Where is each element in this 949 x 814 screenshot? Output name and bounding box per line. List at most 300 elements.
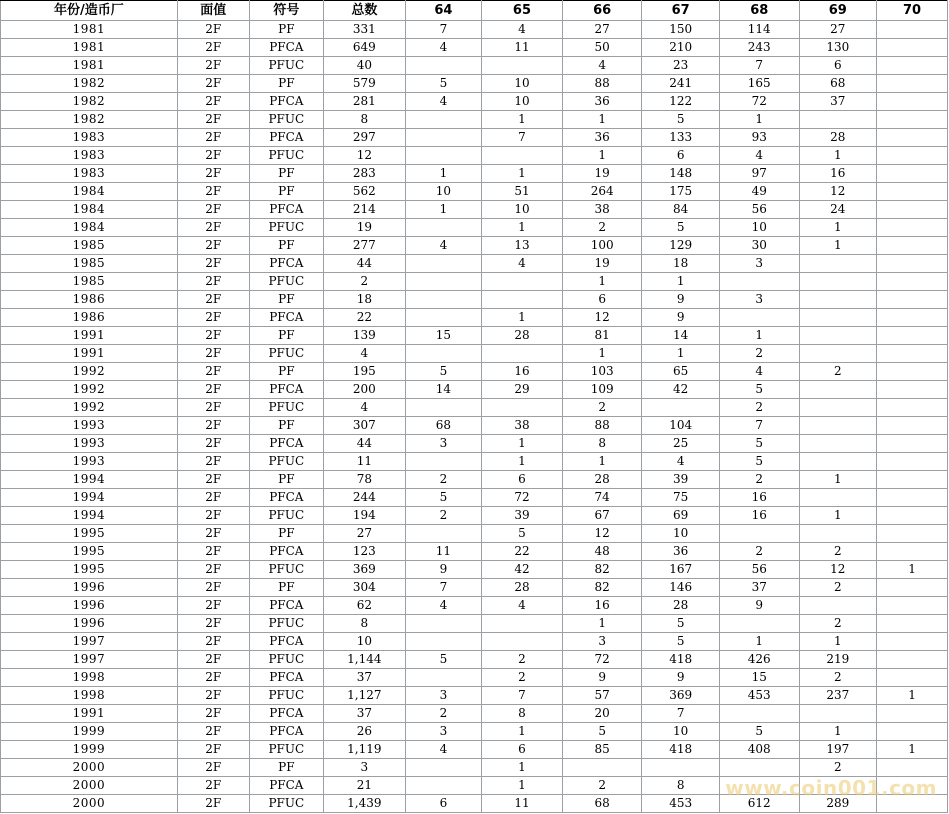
- cell-grade-69: [799, 489, 876, 507]
- cell-total: 214: [323, 201, 405, 219]
- cell-year: 1998: [1, 687, 178, 705]
- cell-denomination: 2F: [177, 453, 249, 471]
- cell-grade-68: 49: [719, 183, 799, 201]
- cell-grade-69: 2: [799, 615, 876, 633]
- cell-total: 307: [323, 417, 405, 435]
- cell-grade-64: [405, 633, 481, 651]
- table-row: [1, 705, 948, 723]
- cell-grade-68: 7: [719, 57, 799, 75]
- cell-grade-68: 5: [719, 435, 799, 453]
- cell-designation: PF: [249, 75, 323, 93]
- cell-grade-65: [482, 615, 563, 633]
- cell-grade-66: 16: [562, 597, 642, 615]
- cell-grade-64: 3: [405, 723, 481, 741]
- cell-grade-68: 3: [719, 291, 799, 309]
- cell-total: 22: [323, 309, 405, 327]
- cell-year: 1995: [1, 525, 178, 543]
- cell-total: 10: [323, 633, 405, 651]
- cell-grade-64: [405, 615, 481, 633]
- cell-year: 1995: [1, 561, 178, 579]
- cell-grade-64: [405, 759, 481, 777]
- cell-denomination: 2F: [177, 435, 249, 453]
- cell-grade-68: 1: [719, 633, 799, 651]
- cell-grade-69: [799, 381, 876, 399]
- cell-grade-66: 103: [562, 363, 642, 381]
- header-grade-68: 68: [719, 1, 799, 21]
- cell-grade-69: 37: [799, 93, 876, 111]
- cell-grade-68: 5: [719, 723, 799, 741]
- cell-grade-65: 11: [482, 39, 563, 57]
- cell-total: 277: [323, 237, 405, 255]
- cell-designation: PFUC: [249, 561, 323, 579]
- cell-grade-67: 9: [642, 291, 719, 309]
- cell-grade-68: 2: [719, 399, 799, 417]
- cell-grade-64: 4: [405, 741, 481, 759]
- cell-grade-70: [877, 219, 948, 237]
- cell-total: 3: [323, 759, 405, 777]
- cell-grade-64: [405, 309, 481, 327]
- cell-grade-66: 81: [562, 327, 642, 345]
- table-row: [1, 507, 948, 525]
- cell-grade-67: 75: [642, 489, 719, 507]
- cell-grade-70: [877, 291, 948, 309]
- cell-grade-68: 9: [719, 597, 799, 615]
- cell-grade-68: 408: [719, 741, 799, 759]
- cell-denomination: 2F: [177, 237, 249, 255]
- cell-designation: PF: [249, 183, 323, 201]
- cell-grade-65: 1: [482, 453, 563, 471]
- cell-year: 1991: [1, 345, 178, 363]
- cell-grade-66: 1: [562, 345, 642, 363]
- cell-grade-67: 418: [642, 741, 719, 759]
- cell-total: 18: [323, 291, 405, 309]
- cell-grade-65: 72: [482, 489, 563, 507]
- header-grade-69: 69: [799, 1, 876, 21]
- cell-grade-66: 36: [562, 93, 642, 111]
- table-row: [1, 741, 948, 759]
- cell-total: 304: [323, 579, 405, 597]
- cell-grade-68: 93: [719, 129, 799, 147]
- cell-year: 1997: [1, 633, 178, 651]
- header-denomination: 面值: [177, 1, 249, 21]
- cell-grade-69: [799, 525, 876, 543]
- cell-year: 1984: [1, 219, 178, 237]
- cell-grade-65: 7: [482, 129, 563, 147]
- cell-year: 1984: [1, 183, 178, 201]
- cell-grade-64: 4: [405, 237, 481, 255]
- cell-grade-66: 68: [562, 795, 642, 813]
- cell-grade-68: 16: [719, 507, 799, 525]
- cell-designation: PFCA: [249, 201, 323, 219]
- cell-grade-68: 243: [719, 39, 799, 57]
- cell-denomination: 2F: [177, 651, 249, 669]
- cell-year: 1994: [1, 507, 178, 525]
- cell-year: 1986: [1, 291, 178, 309]
- cell-grade-70: [877, 777, 948, 795]
- cell-grade-64: [405, 291, 481, 309]
- cell-denomination: 2F: [177, 165, 249, 183]
- cell-total: 194: [323, 507, 405, 525]
- cell-grade-66: 100: [562, 237, 642, 255]
- cell-grade-70: [877, 93, 948, 111]
- cell-grade-65: 10: [482, 93, 563, 111]
- cell-denomination: 2F: [177, 129, 249, 147]
- cell-year: 1991: [1, 327, 178, 345]
- cell-grade-68: 56: [719, 561, 799, 579]
- cell-total: 37: [323, 669, 405, 687]
- cell-denomination: 2F: [177, 57, 249, 75]
- cell-denomination: 2F: [177, 21, 249, 39]
- cell-denomination: 2F: [177, 777, 249, 795]
- cell-grade-68: [719, 705, 799, 723]
- cell-grade-65: [482, 147, 563, 165]
- cell-grade-69: 2: [799, 543, 876, 561]
- cell-grade-69: 2: [799, 759, 876, 777]
- cell-denomination: 2F: [177, 579, 249, 597]
- cell-grade-66: 74: [562, 489, 642, 507]
- cell-denomination: 2F: [177, 561, 249, 579]
- cell-grade-68: [719, 525, 799, 543]
- cell-designation: PF: [249, 237, 323, 255]
- cell-total: 1,119: [323, 741, 405, 759]
- cell-designation: PFCA: [249, 309, 323, 327]
- cell-grade-64: [405, 147, 481, 165]
- cell-grade-67: 369: [642, 687, 719, 705]
- cell-denomination: 2F: [177, 507, 249, 525]
- cell-grade-70: [877, 237, 948, 255]
- cell-grade-69: [799, 417, 876, 435]
- cell-denomination: 2F: [177, 75, 249, 93]
- cell-grade-64: 5: [405, 651, 481, 669]
- cell-grade-67: 418: [642, 651, 719, 669]
- cell-grade-68: 4: [719, 363, 799, 381]
- cell-grade-68: 56: [719, 201, 799, 219]
- cell-grade-67: 84: [642, 201, 719, 219]
- cell-grade-65: 22: [482, 543, 563, 561]
- cell-designation: PFUC: [249, 111, 323, 129]
- cell-denomination: 2F: [177, 633, 249, 651]
- cell-total: 40: [323, 57, 405, 75]
- cell-grade-67: 25: [642, 435, 719, 453]
- cell-grade-67: 453: [642, 795, 719, 813]
- cell-denomination: 2F: [177, 183, 249, 201]
- cell-grade-68: 10: [719, 219, 799, 237]
- cell-grade-65: 28: [482, 579, 563, 597]
- cell-grade-65: 51: [482, 183, 563, 201]
- table-row: [1, 615, 948, 633]
- cell-grade-70: 1: [877, 741, 948, 759]
- table-row: [1, 255, 948, 273]
- cell-grade-65: 2: [482, 669, 563, 687]
- cell-grade-67: 69: [642, 507, 719, 525]
- cell-total: 649: [323, 39, 405, 57]
- cell-grade-64: 10: [405, 183, 481, 201]
- cell-denomination: 2F: [177, 291, 249, 309]
- table-row: [1, 39, 948, 57]
- cell-grade-67: 5: [642, 615, 719, 633]
- cell-grade-64: [405, 669, 481, 687]
- cell-designation: PFUC: [249, 219, 323, 237]
- cell-designation: PFCA: [249, 633, 323, 651]
- cell-grade-65: 2: [482, 651, 563, 669]
- cell-total: 19: [323, 219, 405, 237]
- cell-grade-67: 122: [642, 93, 719, 111]
- cell-grade-69: 1: [799, 723, 876, 741]
- cell-grade-68: 7: [719, 417, 799, 435]
- cell-grade-65: 1: [482, 165, 563, 183]
- cell-designation: PFCA: [249, 39, 323, 57]
- cell-grade-67: 39: [642, 471, 719, 489]
- cell-denomination: 2F: [177, 471, 249, 489]
- cell-grade-65: 1: [482, 435, 563, 453]
- cell-year: 1996: [1, 579, 178, 597]
- cell-grade-67: 6: [642, 147, 719, 165]
- cell-grade-70: [877, 651, 948, 669]
- header-grade-64: 64: [405, 1, 481, 21]
- table-row: [1, 597, 948, 615]
- cell-grade-70: [877, 57, 948, 75]
- table-row: [1, 129, 948, 147]
- cell-year: 1998: [1, 669, 178, 687]
- cell-grade-66: 109: [562, 381, 642, 399]
- cell-grade-68: 3: [719, 255, 799, 273]
- cell-grade-68: 453: [719, 687, 799, 705]
- cell-grade-64: [405, 129, 481, 147]
- cell-designation: PFCA: [249, 435, 323, 453]
- cell-grade-69: 1: [799, 633, 876, 651]
- cell-grade-66: 27: [562, 21, 642, 39]
- cell-denomination: 2F: [177, 489, 249, 507]
- table-row: [1, 777, 948, 795]
- cell-grade-65: 4: [482, 255, 563, 273]
- cell-grade-70: [877, 669, 948, 687]
- cell-grade-66: 1: [562, 453, 642, 471]
- cell-grade-67: [642, 759, 719, 777]
- cell-total: 44: [323, 255, 405, 273]
- cell-grade-70: 1: [877, 561, 948, 579]
- cell-grade-68: 5: [719, 453, 799, 471]
- cell-grade-67: 150: [642, 21, 719, 39]
- cell-designation: PFCA: [249, 129, 323, 147]
- cell-grade-65: 1: [482, 777, 563, 795]
- cell-year: 1981: [1, 57, 178, 75]
- cell-grade-68: 15: [719, 669, 799, 687]
- cell-grade-66: 20: [562, 705, 642, 723]
- cell-denomination: 2F: [177, 525, 249, 543]
- cell-grade-67: 148: [642, 165, 719, 183]
- cell-designation: PF: [249, 417, 323, 435]
- cell-grade-65: 6: [482, 741, 563, 759]
- cell-year: 1982: [1, 93, 178, 111]
- cell-grade-65: 39: [482, 507, 563, 525]
- cell-grade-69: 2: [799, 363, 876, 381]
- cell-total: 4: [323, 345, 405, 363]
- table-row: [1, 399, 948, 417]
- cell-grade-67: 9: [642, 309, 719, 327]
- cell-grade-65: 8: [482, 705, 563, 723]
- cell-grade-64: 2: [405, 507, 481, 525]
- cell-designation: PFUC: [249, 453, 323, 471]
- cell-grade-67: 241: [642, 75, 719, 93]
- table-row: [1, 669, 948, 687]
- cell-grade-67: 10: [642, 723, 719, 741]
- table-row: [1, 687, 948, 705]
- cell-designation: PFUC: [249, 687, 323, 705]
- cell-grade-64: 1: [405, 201, 481, 219]
- table-row: [1, 21, 948, 39]
- table-row: [1, 633, 948, 651]
- table-row: [1, 219, 948, 237]
- cell-grade-69: [799, 777, 876, 795]
- cell-grade-65: 1: [482, 219, 563, 237]
- cell-year: 1992: [1, 399, 178, 417]
- cell-grade-69: 2: [799, 579, 876, 597]
- cell-year: 1985: [1, 273, 178, 291]
- cell-grade-68: 426: [719, 651, 799, 669]
- cell-grade-65: [482, 633, 563, 651]
- cell-grade-69: 68: [799, 75, 876, 93]
- cell-denomination: 2F: [177, 687, 249, 705]
- cell-grade-66: 3: [562, 633, 642, 651]
- cell-total: 331: [323, 21, 405, 39]
- cell-denomination: 2F: [177, 345, 249, 363]
- cell-grade-65: 29: [482, 381, 563, 399]
- cell-grade-65: 11: [482, 795, 563, 813]
- cell-grade-67: 5: [642, 111, 719, 129]
- cell-grade-68: 72: [719, 93, 799, 111]
- cell-grade-68: 2: [719, 345, 799, 363]
- cell-designation: PF: [249, 291, 323, 309]
- table-row: [1, 309, 948, 327]
- cell-grade-67: 129: [642, 237, 719, 255]
- cell-year: 1993: [1, 453, 178, 471]
- cell-total: 200: [323, 381, 405, 399]
- cell-grade-64: 9: [405, 561, 481, 579]
- table-row: [1, 489, 948, 507]
- cell-denomination: 2F: [177, 669, 249, 687]
- cell-grade-69: 1: [799, 237, 876, 255]
- cell-denomination: 2F: [177, 111, 249, 129]
- cell-grade-68: 30: [719, 237, 799, 255]
- cell-year: 1994: [1, 489, 178, 507]
- header-grade-67: 67: [642, 1, 719, 21]
- cell-grade-69: [799, 435, 876, 453]
- table-row: [1, 651, 948, 669]
- cell-total: 8: [323, 111, 405, 129]
- cell-total: 62: [323, 597, 405, 615]
- cell-designation: PFUC: [249, 57, 323, 75]
- table-row: [1, 525, 948, 543]
- table-row: [1, 183, 948, 201]
- cell-grade-68: [719, 759, 799, 777]
- cell-grade-66: 82: [562, 579, 642, 597]
- cell-grade-66: 5: [562, 723, 642, 741]
- cell-grade-69: 1: [799, 471, 876, 489]
- cell-grade-69: 289: [799, 795, 876, 813]
- table-row: [1, 273, 948, 291]
- cell-grade-64: 6: [405, 795, 481, 813]
- cell-grade-68: 2: [719, 471, 799, 489]
- cell-grade-64: [405, 453, 481, 471]
- cell-denomination: 2F: [177, 93, 249, 111]
- table-row: [1, 345, 948, 363]
- site-watermark: www.coin001.com: [725, 776, 937, 800]
- cell-grade-67: 5: [642, 633, 719, 651]
- cell-grade-67: 210: [642, 39, 719, 57]
- cell-designation: PF: [249, 21, 323, 39]
- cell-designation: PFCA: [249, 669, 323, 687]
- cell-denomination: 2F: [177, 255, 249, 273]
- cell-grade-66: 2: [562, 777, 642, 795]
- cell-year: 1995: [1, 543, 178, 561]
- cell-year: 1982: [1, 111, 178, 129]
- cell-year: 1999: [1, 723, 178, 741]
- cell-grade-66: 88: [562, 75, 642, 93]
- cell-grade-65: 4: [482, 597, 563, 615]
- cell-total: 26: [323, 723, 405, 741]
- cell-grade-69: 28: [799, 129, 876, 147]
- cell-grade-68: [719, 309, 799, 327]
- cell-year: 1994: [1, 471, 178, 489]
- cell-grade-70: [877, 147, 948, 165]
- cell-grade-68: [719, 273, 799, 291]
- cell-grade-67: 146: [642, 579, 719, 597]
- cell-grade-67: 175: [642, 183, 719, 201]
- cell-grade-65: 1: [482, 111, 563, 129]
- cell-total: 37: [323, 705, 405, 723]
- cell-grade-70: [877, 723, 948, 741]
- cell-grade-66: 28: [562, 471, 642, 489]
- header-grade-66: 66: [562, 1, 642, 21]
- cell-grade-64: 1: [405, 165, 481, 183]
- cell-year: 1997: [1, 651, 178, 669]
- cell-grade-70: [877, 435, 948, 453]
- cell-grade-70: [877, 129, 948, 147]
- table-row: [1, 93, 948, 111]
- cell-grade-69: [799, 273, 876, 291]
- cell-grade-65: 10: [482, 201, 563, 219]
- cell-grade-64: 3: [405, 687, 481, 705]
- cell-grade-66: 2: [562, 399, 642, 417]
- cell-grade-69: [799, 399, 876, 417]
- cell-year: 1991: [1, 705, 178, 723]
- cell-designation: PFUC: [249, 651, 323, 669]
- header-grade-70: 70: [877, 1, 948, 21]
- cell-grade-69: [799, 597, 876, 615]
- cell-grade-70: [877, 381, 948, 399]
- cell-grade-64: 68: [405, 417, 481, 435]
- cell-grade-68: 612: [719, 795, 799, 813]
- table-row: [1, 435, 948, 453]
- cell-grade-68: 37: [719, 579, 799, 597]
- cell-grade-64: 5: [405, 75, 481, 93]
- cell-grade-64: [405, 345, 481, 363]
- cell-grade-70: [877, 579, 948, 597]
- cell-designation: PF: [249, 165, 323, 183]
- cell-grade-67: 28: [642, 597, 719, 615]
- cell-grade-68: 16: [719, 489, 799, 507]
- cell-grade-66: 1: [562, 273, 642, 291]
- cell-year: 1996: [1, 597, 178, 615]
- cell-grade-70: [877, 75, 948, 93]
- cell-total: 283: [323, 165, 405, 183]
- cell-year: 1983: [1, 129, 178, 147]
- header-row: [1, 1, 948, 21]
- cell-total: 1,127: [323, 687, 405, 705]
- cell-grade-64: [405, 273, 481, 291]
- cell-designation: PF: [249, 363, 323, 381]
- cell-total: 297: [323, 129, 405, 147]
